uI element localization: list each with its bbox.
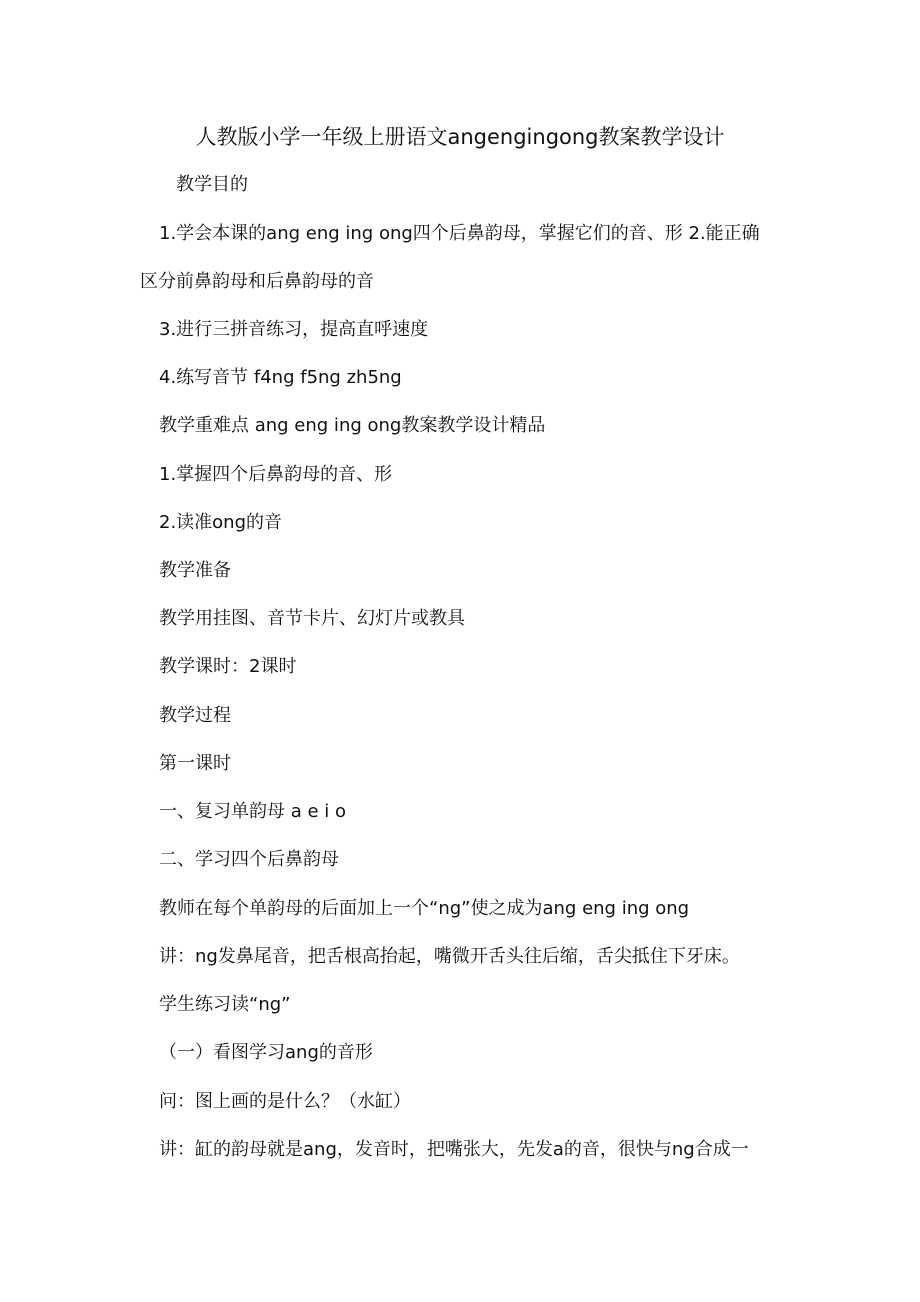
paragraph-objective-1: 1.学会本课的ang eng ing ong四个后鼻韵母，掌握它们的音、形 2.能正确 (159, 223, 760, 244)
paragraph-teacher-adds-ng: 教师在每个单韵母的后面加上一个“ng”使之成为ang eng ing ong (159, 898, 690, 919)
paragraph-step-1: 一、复习单韵母 a e i o (159, 801, 347, 822)
paragraph-explain-ang: 讲：缸的韵母就是ang，发音时，把嘴张大，先发a的音，很快与ng合成一 (159, 1139, 749, 1160)
paragraph-key-point-1: 1.掌握四个后鼻韵母的音、形 (159, 464, 393, 485)
paragraph-class-hours: 教学课时：2课时 (159, 656, 297, 677)
paragraph-first-lesson: 第一课时 (159, 753, 231, 774)
paragraph-objective-4: 4.练写音节 f4ng f5ng zh5ng (159, 367, 402, 388)
paragraph-explain-ng: 讲：ng发鼻尾音，把舌根高抬起，嘴微开舌头往后缩，舌尖抵住下牙床。 (159, 946, 740, 967)
paragraph-heading-process: 教学过程 (159, 705, 231, 726)
paragraph-question-picture: 问：图上画的是什么？（水缸） (159, 1091, 411, 1112)
paragraph-objective-3: 3.进行三拼音练习，提高直呼速度 (159, 319, 429, 340)
paragraph-heading-preparation: 教学准备 (159, 560, 231, 581)
paragraph-practice-ng: 学生练习读“ng” (159, 994, 291, 1015)
paragraph-heading-key-points: 教学重难点 ang eng ing ong教案教学设计精品 (159, 415, 546, 436)
paragraph-key-point-2: 2.读准ong的音 (159, 512, 283, 533)
paragraph-heading-objectives: 教学目的 (176, 174, 248, 195)
paragraph-preparation-items: 教学用挂图、音节卡片、幻灯片或教具 (159, 608, 465, 629)
document-title: 人教版小学一年级上册语文angengingong教案教学设计 (195, 125, 725, 149)
paragraph-step-2: 二、学习四个后鼻韵母 (159, 849, 339, 870)
paragraph-objective-1-continued: 区分前鼻韵母和后鼻韵母的音 (140, 271, 374, 292)
paragraph-sub-1-ang: （一）看图学习ang的音形 (159, 1042, 373, 1063)
